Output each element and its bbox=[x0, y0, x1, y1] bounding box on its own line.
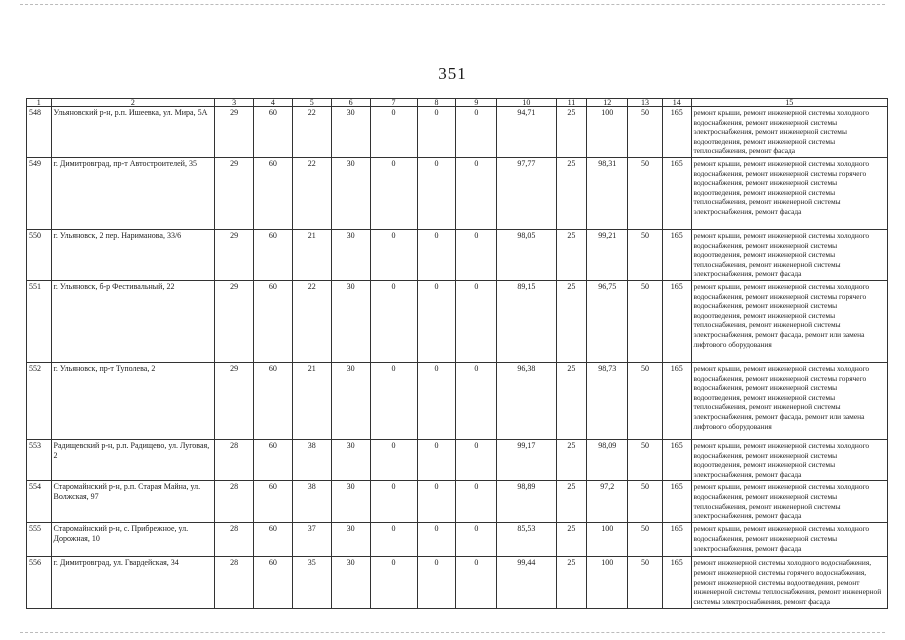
work-types-cell: ремонт крыши, ремонт инженерной системы холодного водоснабжения, ремонт инженерной системы водоотведения, ремонт инженерной системы электроснабжения, ремонт фасада bbox=[691, 439, 887, 480]
table-cell: 0 bbox=[370, 280, 417, 362]
table-cell: 165 bbox=[662, 229, 691, 280]
page-number: 351 bbox=[438, 64, 467, 83]
table-cell: 60 bbox=[253, 362, 292, 439]
table-cell: 25 bbox=[556, 107, 587, 158]
row-number-cell: 556 bbox=[27, 557, 52, 609]
table-cell: 0 bbox=[370, 481, 417, 523]
table-cell: 89,15 bbox=[497, 280, 556, 362]
column-header-8: 8 bbox=[417, 99, 456, 107]
work-types-cell: ремонт крыши, ремонт инженерной системы холодного водоснабжения, ремонт инженерной системы горячего водоснабжения, ремонт инженерной системы водоотведения, ремонт инженерной системы теплоснабжения, ремонт инженерной системы электроснабжения, ремонт фасада, ремонт или замена лифтового оборудования bbox=[691, 362, 887, 439]
address-cell: г. Димитровград, пр-т Автостроителей, 35 bbox=[51, 157, 215, 229]
table-cell: 0 bbox=[417, 439, 456, 480]
row-number-cell: 549 bbox=[27, 157, 52, 229]
table-cell: 50 bbox=[628, 481, 663, 523]
table-cell: 30 bbox=[331, 439, 370, 480]
table-cell: 35 bbox=[292, 557, 331, 609]
table-cell: 50 bbox=[628, 157, 663, 229]
table-cell: 29 bbox=[215, 107, 254, 158]
row-number-cell: 555 bbox=[27, 523, 52, 557]
table-cell: 29 bbox=[215, 362, 254, 439]
work-types-cell: ремонт крыши, ремонт инженерной системы холодного водоснабжения, ремонт инженерной системы водоотведения, ремонт инженерной системы теплоснабжения, ремонт инженерной системы электроснабжения, ремонт фасада bbox=[691, 229, 887, 280]
table-cell: 165 bbox=[662, 157, 691, 229]
table-cell: 60 bbox=[253, 557, 292, 609]
column-header-10: 10 bbox=[497, 99, 556, 107]
table-cell: 25 bbox=[556, 280, 587, 362]
table-cell: 50 bbox=[628, 439, 663, 480]
column-header-2: 2 bbox=[51, 99, 215, 107]
column-header-3: 3 bbox=[215, 99, 254, 107]
table-cell: 25 bbox=[556, 523, 587, 557]
table-cell: 0 bbox=[456, 362, 497, 439]
table-row bbox=[27, 280, 888, 362]
table-cell: 38 bbox=[292, 481, 331, 523]
table-cell: 0 bbox=[370, 439, 417, 480]
table-cell: 38 bbox=[292, 439, 331, 480]
row-number-cell: 553 bbox=[27, 439, 52, 480]
table-cell: 0 bbox=[456, 157, 497, 229]
table-row bbox=[27, 107, 888, 158]
table-cell: 60 bbox=[253, 523, 292, 557]
table-cell: 60 bbox=[253, 107, 292, 158]
table-cell: 22 bbox=[292, 107, 331, 158]
scan-edge-bottom bbox=[20, 632, 885, 634]
table-cell: 0 bbox=[456, 481, 497, 523]
table-row bbox=[27, 157, 888, 229]
row-number-cell: 551 bbox=[27, 280, 52, 362]
table-cell: 30 bbox=[331, 523, 370, 557]
column-header-13: 13 bbox=[628, 99, 663, 107]
table-row bbox=[27, 362, 888, 439]
table-cell: 60 bbox=[253, 439, 292, 480]
table-cell: 94,71 bbox=[497, 107, 556, 158]
column-header-9: 9 bbox=[456, 99, 497, 107]
scan-edge-top bbox=[20, 4, 885, 6]
table-cell: 0 bbox=[417, 362, 456, 439]
table-cell: 0 bbox=[417, 107, 456, 158]
table-cell: 28 bbox=[215, 439, 254, 480]
work-types-cell: ремонт крыши, ремонт инженерной системы холодного водоснабжения, ремонт инженерной системы теплоснабжения, ремонт инженерной системы электроснабжения, ремонт фасада bbox=[691, 481, 887, 523]
address-cell: Радищевский р-н, р.п. Радищево, ул. Луговая, 2 bbox=[51, 439, 215, 480]
table-cell: 0 bbox=[417, 157, 456, 229]
table-cell: 21 bbox=[292, 362, 331, 439]
table-cell: 99,17 bbox=[497, 439, 556, 480]
table-cell: 0 bbox=[456, 523, 497, 557]
column-header-7: 7 bbox=[370, 99, 417, 107]
table-cell: 50 bbox=[628, 229, 663, 280]
table-cell: 37 bbox=[292, 523, 331, 557]
column-header-15: 15 bbox=[691, 99, 887, 107]
table-cell: 28 bbox=[215, 481, 254, 523]
row-number-cell: 554 bbox=[27, 481, 52, 523]
table-cell: 0 bbox=[370, 523, 417, 557]
table-cell: 0 bbox=[417, 481, 456, 523]
table-cell: 30 bbox=[331, 280, 370, 362]
table-cell: 0 bbox=[370, 107, 417, 158]
table-cell: 60 bbox=[253, 229, 292, 280]
table-cell: 60 bbox=[253, 157, 292, 229]
table-row bbox=[27, 481, 888, 523]
address-cell: Ульяновский р-н, р.п. Ишеевка, ул. Мира, 5А bbox=[51, 107, 215, 158]
column-header-12: 12 bbox=[587, 99, 628, 107]
table-row bbox=[27, 439, 888, 480]
table-cell: 22 bbox=[292, 157, 331, 229]
table-cell: 165 bbox=[662, 557, 691, 609]
table-cell: 99,21 bbox=[587, 229, 628, 280]
address-cell: г. Димитровград, ул. Гвардейская, 34 bbox=[51, 557, 215, 609]
table-cell: 0 bbox=[417, 557, 456, 609]
table-cell: 50 bbox=[628, 280, 663, 362]
table-cell: 29 bbox=[215, 229, 254, 280]
address-cell: г. Ульяновск, пр-т Туполева, 2 bbox=[51, 362, 215, 439]
column-header-6: 6 bbox=[331, 99, 370, 107]
table-cell: 0 bbox=[456, 229, 497, 280]
table-cell: 98,09 bbox=[587, 439, 628, 480]
table-cell: 97,2 bbox=[587, 481, 628, 523]
table-cell: 28 bbox=[215, 557, 254, 609]
table-cell: 165 bbox=[662, 481, 691, 523]
table-cell: 22 bbox=[292, 280, 331, 362]
table-cell: 97,77 bbox=[497, 157, 556, 229]
work-types-cell: ремонт крыши, ремонт инженерной системы холодного водоснабжения, ремонт инженерной системы горячего водоснабжения, ремонт инженерной системы водоотведения, ремонт инженерной системы теплоснабжения, ремонт инженерной системы электроснабжения, ремонт фасада, ремонт или замена лифтового оборудования bbox=[691, 280, 887, 362]
address-cell: г. Ульяновск, б-р Фестивальный, 22 bbox=[51, 280, 215, 362]
table-cell: 50 bbox=[628, 362, 663, 439]
table-cell: 0 bbox=[417, 523, 456, 557]
table-cell: 165 bbox=[662, 107, 691, 158]
table-cell: 25 bbox=[556, 557, 587, 609]
work-types-cell: ремонт крыши, ремонт инженерной системы холодного водоснабжения, ремонт инженерной системы горячего водоснабжения, ремонт инженерной системы водоотведения, ремонт инженерной системы теплоснабжения, ремонт инженерной системы электроснабжения, ремонт фасада bbox=[691, 157, 887, 229]
table-cell: 25 bbox=[556, 439, 587, 480]
column-header-14: 14 bbox=[662, 99, 691, 107]
table-cell: 85,53 bbox=[497, 523, 556, 557]
table-cell: 0 bbox=[456, 280, 497, 362]
work-types-cell: ремонт инженерной системы холодного водоснабжения, ремонт инженерной системы горячего водоснабжения, ремонт инженерной системы водоотведения, ремонт инженерной системы теплоснабжения, ремонт инженерной системы электроснабжения, ремонт фасада bbox=[691, 557, 887, 609]
work-types-cell: ремонт крыши, ремонт инженерной системы холодного водоснабжения, ремонт инженерной системы электроснабжения, ремонт инженерной системы водоотведения, ремонт инженерной системы теплоснабжения, ремонт фасада bbox=[691, 107, 887, 158]
table-cell: 30 bbox=[331, 362, 370, 439]
table-cell: 0 bbox=[456, 557, 497, 609]
table-cell: 25 bbox=[556, 229, 587, 280]
address-cell: Старомайнский р-н, р.п. Старая Майна, ул. Волжская, 97 bbox=[51, 481, 215, 523]
table-cell: 29 bbox=[215, 280, 254, 362]
table-header-row bbox=[27, 99, 888, 107]
row-number-cell: 548 bbox=[27, 107, 52, 158]
table-cell: 165 bbox=[662, 439, 691, 480]
column-header-4: 4 bbox=[253, 99, 292, 107]
table-cell: 50 bbox=[628, 523, 663, 557]
row-number-cell: 550 bbox=[27, 229, 52, 280]
table-cell: 30 bbox=[331, 157, 370, 229]
table-cell: 29 bbox=[215, 157, 254, 229]
table-cell: 165 bbox=[662, 280, 691, 362]
table-cell: 0 bbox=[370, 362, 417, 439]
address-cell: г. Ульяновск, 2 пер. Нариманова, 33/6 bbox=[51, 229, 215, 280]
table-cell: 98,31 bbox=[587, 157, 628, 229]
row-number-cell: 552 bbox=[27, 362, 52, 439]
table-cell: 0 bbox=[417, 229, 456, 280]
table-cell: 100 bbox=[587, 557, 628, 609]
work-types-cell: ремонт крыши, ремонт инженерной системы холодного водоснабжения, ремонт инженерной системы электроснабжения, ремонт фасада bbox=[691, 523, 887, 557]
data-table bbox=[26, 98, 888, 609]
column-header-11: 11 bbox=[556, 99, 587, 107]
table-cell: 98,73 bbox=[587, 362, 628, 439]
table-cell: 0 bbox=[417, 280, 456, 362]
column-header-1: 1 bbox=[27, 99, 52, 107]
table-cell: 30 bbox=[331, 481, 370, 523]
table-cell: 96,38 bbox=[497, 362, 556, 439]
table-cell: 0 bbox=[370, 557, 417, 609]
table-cell: 25 bbox=[556, 362, 587, 439]
column-header-5: 5 bbox=[292, 99, 331, 107]
table-cell: 30 bbox=[331, 107, 370, 158]
table-row bbox=[27, 557, 888, 609]
table-cell: 60 bbox=[253, 280, 292, 362]
table-cell: 0 bbox=[456, 107, 497, 158]
table-cell: 100 bbox=[587, 523, 628, 557]
table-body bbox=[27, 107, 888, 609]
table-cell: 50 bbox=[628, 107, 663, 158]
table-cell: 30 bbox=[331, 557, 370, 609]
table-cell: 21 bbox=[292, 229, 331, 280]
table-cell: 50 bbox=[628, 557, 663, 609]
table-cell: 98,89 bbox=[497, 481, 556, 523]
table-cell: 0 bbox=[370, 229, 417, 280]
table-cell: 100 bbox=[587, 107, 628, 158]
table-cell: 60 bbox=[253, 481, 292, 523]
table-cell: 30 bbox=[331, 229, 370, 280]
table-cell: 96,75 bbox=[587, 280, 628, 362]
table-cell: 0 bbox=[456, 439, 497, 480]
address-cell: Старомайнский р-н, с. Прибрежное, ул. Дорожная, 10 bbox=[51, 523, 215, 557]
table-cell: 25 bbox=[556, 481, 587, 523]
table-cell: 98,05 bbox=[497, 229, 556, 280]
table-cell: 0 bbox=[370, 157, 417, 229]
table-cell: 99,44 bbox=[497, 557, 556, 609]
table-row bbox=[27, 229, 888, 280]
table-cell: 28 bbox=[215, 523, 254, 557]
table-cell: 25 bbox=[556, 157, 587, 229]
table-cell: 165 bbox=[662, 523, 691, 557]
table-row bbox=[27, 523, 888, 557]
table-cell: 165 bbox=[662, 362, 691, 439]
